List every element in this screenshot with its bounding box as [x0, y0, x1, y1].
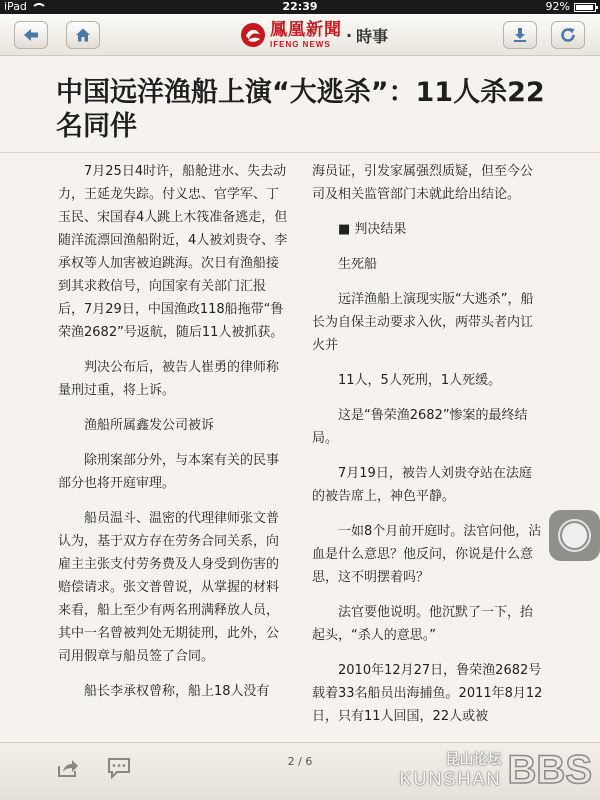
back-arrow-icon — [22, 26, 40, 44]
brand-logo — [240, 19, 388, 51]
assistive-touch-icon — [558, 519, 591, 552]
subheading: 渔船所属鑫发公司被诉 — [84, 418, 215, 433]
paragraph: 法官要他说明。他沉默了一下，抬起头，“杀人的意思。” — [312, 605, 534, 643]
paragraph: 除刑案部分外，与本案有关的民事部分也将开庭审理。 — [58, 453, 280, 491]
page-indicator: 2 / 6 — [287, 755, 313, 768]
brand-name-cn: 鳳凰新聞 — [270, 19, 342, 40]
title-divider — [0, 152, 600, 153]
watermark-cn: 昆山论坛 — [445, 752, 502, 768]
watermark-text — [400, 749, 502, 790]
paragraph: 一如8个月前开庭时。法官问他，沾血是什么意思？他反问，你说是什么意思，这不明摆着吗？ — [312, 524, 542, 585]
device-name: iPad — [4, 0, 27, 13]
article-column-left — [58, 160, 288, 715]
status-bar — [0, 0, 600, 14]
section-title: 時事 — [356, 26, 389, 46]
assistive-touch-button[interactable] — [549, 510, 600, 561]
paragraph: 2010年12月27日，鲁荣渔2682号载着33名船员出海捕鱼。2011年8月12日，只有11人回国，22人或被 — [312, 663, 543, 724]
paragraph: 7月25日4时许，船舱进水、失去动力，王延龙失踪。付义忠、官学军、丁玉民、宋国春4人跳上木筏准备逃走，但随洋流漂回渔船附近，4人被刘贵夺、李承权等人加害被迫跳海。次日有渔船接到其求救信号，向国家有关部门汇报后，7月29日，中国渔政118船拖带“鲁荣渔2682”号返航，随后11人被抓获。 — [58, 164, 288, 340]
share-icon[interactable] — [56, 757, 80, 779]
paragraph: 海员证，引发家属强烈质疑，但至今公司及相关监管部门未就此给出结论。 — [312, 164, 534, 202]
watermark-en: KUNSHAN — [399, 769, 502, 789]
brand-separator: · — [346, 25, 353, 45]
battery-percent: 92% — [545, 0, 570, 13]
paragraph: 11人，5人死刑，1人死缓。 — [338, 373, 502, 388]
battery-icon — [574, 3, 596, 12]
status-right — [546, 0, 596, 14]
brand-name-en: IFENG NEWS — [270, 39, 331, 49]
top-toolbar — [0, 14, 600, 56]
watermark-bbs: BBS — [507, 748, 592, 792]
home-button[interactable] — [66, 21, 100, 49]
phoenix-logo-icon — [240, 22, 266, 48]
brand-names — [270, 19, 342, 49]
status-time: 22:39 — [282, 0, 318, 13]
subheading: 生死船 — [338, 257, 378, 272]
paragraph: 远洋渔船上演现实版“大逃杀”，船长为自保主动要求入伙，两带头者内讧火并 — [312, 292, 534, 353]
paragraph: 船员温斗、温密的代理律师张文普认为，基于双方存在劳务合同关系，向雇主主张支付劳务费及人身受到伤害的赔偿请求。张文普曾说，从掌握的材料来看，船上至少有两名刑满释放人员，其中一名曾被判处无期徒刑，此外，公司用假章与船员签了合同。 — [58, 511, 280, 664]
paragraph: 这是“鲁荣渔2682”惨案的最终结局。 — [312, 408, 528, 446]
article-title: 中国远洋渔船上演“大逃杀”：11人杀22名同伴 — [56, 77, 545, 142]
bottom-toolbar — [0, 742, 600, 800]
section-marker: ■ 判决结果 — [338, 222, 407, 237]
paragraph: 7月19日，被告人刘贵夺站在法庭的被告席上，神色平静。 — [312, 466, 532, 504]
forum-watermark — [400, 749, 592, 790]
paragraph: 判决公布后，被告人崔勇的律师称量刑过重，将上诉。 — [58, 360, 280, 398]
article-column-right — [312, 160, 544, 740]
download-icon — [511, 26, 529, 44]
back-button[interactable] — [14, 21, 48, 49]
refresh-icon — [559, 26, 577, 44]
paragraph: 船长李承权曾称，船上18人没有 — [84, 684, 270, 699]
comment-icon[interactable] — [107, 757, 131, 779]
home-icon — [74, 26, 92, 44]
download-button[interactable] — [503, 21, 537, 49]
refresh-button[interactable] — [551, 21, 585, 49]
